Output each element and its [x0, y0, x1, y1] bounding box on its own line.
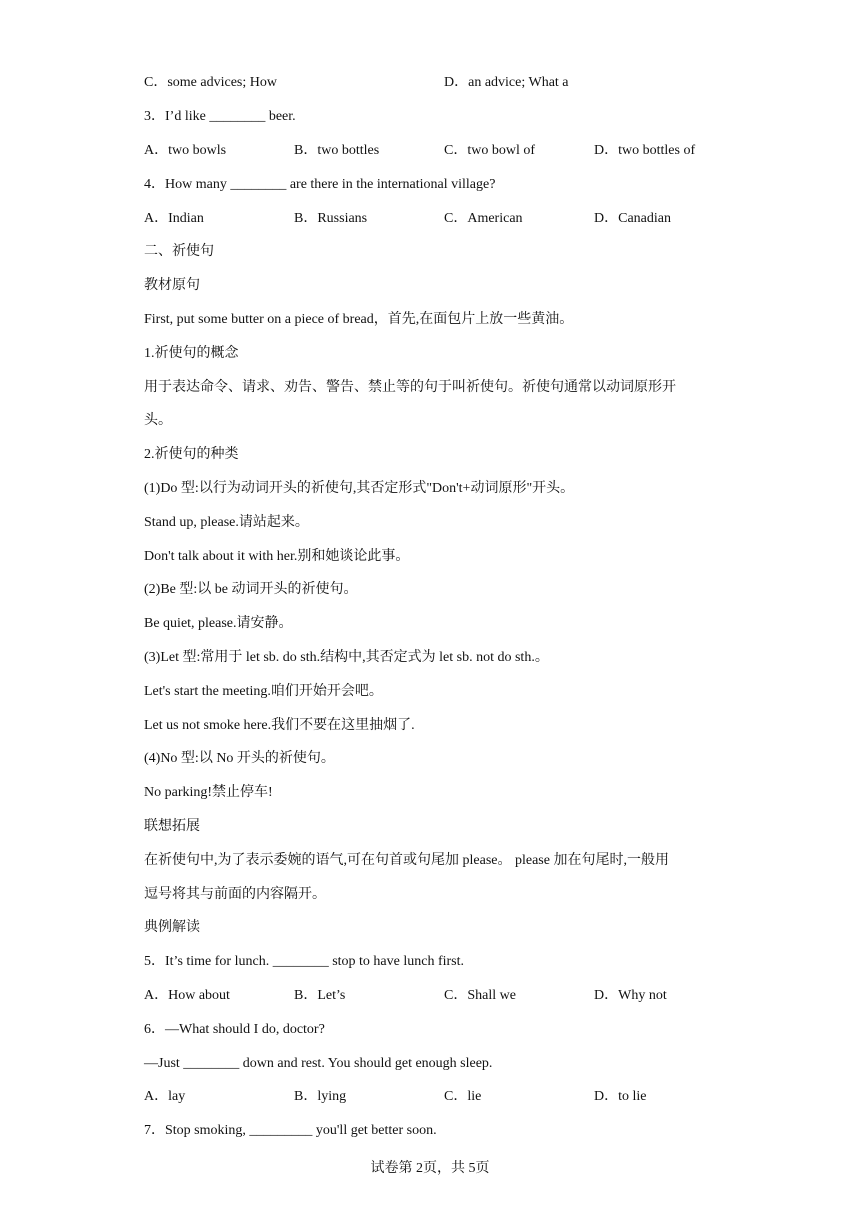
- do-example-1: Stand up, please.请站起来。: [144, 515, 309, 530]
- example-label: 典例解读: [144, 920, 200, 935]
- question-7-stem: 7．Stop smoking, _________ you'll get better soon.: [144, 1123, 437, 1138]
- question-4-stem: 4．How many ________ are there in the international village?: [144, 177, 496, 192]
- option-a: A．lay: [144, 1089, 186, 1104]
- concept-text-line-1: 用于表达命令、请求、劝告、警告、禁止等的句于叫祈使句。祈使句通常以动词原形开: [144, 380, 676, 395]
- option-d: D．Canadian: [594, 211, 671, 226]
- option-b: B．lying: [294, 1089, 347, 1104]
- question-6-stem: 6．—What should I do, doctor?: [144, 1022, 325, 1037]
- option-c: C．two bowl of: [444, 143, 535, 158]
- option-a: A．How about: [144, 988, 230, 1003]
- option-a: A．two bowls: [144, 143, 227, 158]
- extension-text-line-1: 在祈使句中,为了表示委婉的语气,可在句首或句尾加 please。 please 加在句尾时,一般用: [144, 853, 669, 868]
- question-3-stem: 3．I’d like ________ beer.: [144, 109, 296, 124]
- option-d: D．two bottles of: [594, 143, 696, 158]
- extension-text-line-2: 逗号将其与前面的内容隔开。: [144, 887, 326, 902]
- option-c: C．some advices; How: [144, 75, 277, 90]
- textbook-sentence: First, put some butter on a piece of bread，首先,在面包片上放一些黄油。: [144, 312, 574, 327]
- section-heading: 二、祈使句: [144, 244, 214, 259]
- option-b: B．two bottles: [294, 143, 380, 158]
- let-type: (3)Let 型:常用于 let sb. do sth.结构中,其否定式为 let sb. not do sth.。: [144, 650, 549, 665]
- concept-heading: 1.祈使句的概念: [144, 346, 239, 361]
- concept-text-line-2: 头。: [144, 413, 172, 428]
- do-example-2: Don't talk about it with her.别和她谈论此事。: [144, 549, 410, 564]
- option-d: D．an advice; What a: [444, 75, 569, 90]
- option-c: C．lie: [444, 1089, 482, 1104]
- no-type: (4)No 型:以 No 开头的祈使句。: [144, 751, 335, 766]
- no-example: No parking!禁止停车!: [144, 785, 273, 800]
- option-d: D．Why not: [594, 988, 667, 1003]
- do-type: (1)Do 型:以行为动词开头的祈使句,其否定形式"Don't+动词原形"开头。: [144, 481, 575, 496]
- textbook-label: 教材原句: [144, 278, 200, 293]
- option-a: A．Indian: [144, 211, 204, 226]
- option-c: C．American: [444, 211, 523, 226]
- extension-label: 联想拓展: [144, 819, 200, 834]
- option-d: D．to lie: [594, 1089, 647, 1104]
- let-example-2: Let us not smoke here.我们不要在这里抽烟了.: [144, 718, 415, 733]
- option-b: B．Let’s: [294, 988, 346, 1003]
- option-c: C．Shall we: [444, 988, 516, 1003]
- be-example: Be quiet, please.请安静。: [144, 616, 293, 631]
- types-heading: 2.祈使句的种类: [144, 447, 239, 462]
- option-b: B．Russians: [294, 211, 368, 226]
- let-example-1: Let's start the meeting.咱们开始开会吧。: [144, 684, 383, 699]
- question-5-stem: 5．It’s time for lunch. ________ stop to have lunch first.: [144, 954, 465, 969]
- page-footer: 试卷第 2页，共 5页: [370, 1161, 490, 1176]
- be-type: (2)Be 型:以 be 动词开头的祈使句。: [144, 582, 358, 597]
- question-6-stem-2: —Just ________ down and rest. You should get enough sleep.: [144, 1056, 493, 1071]
